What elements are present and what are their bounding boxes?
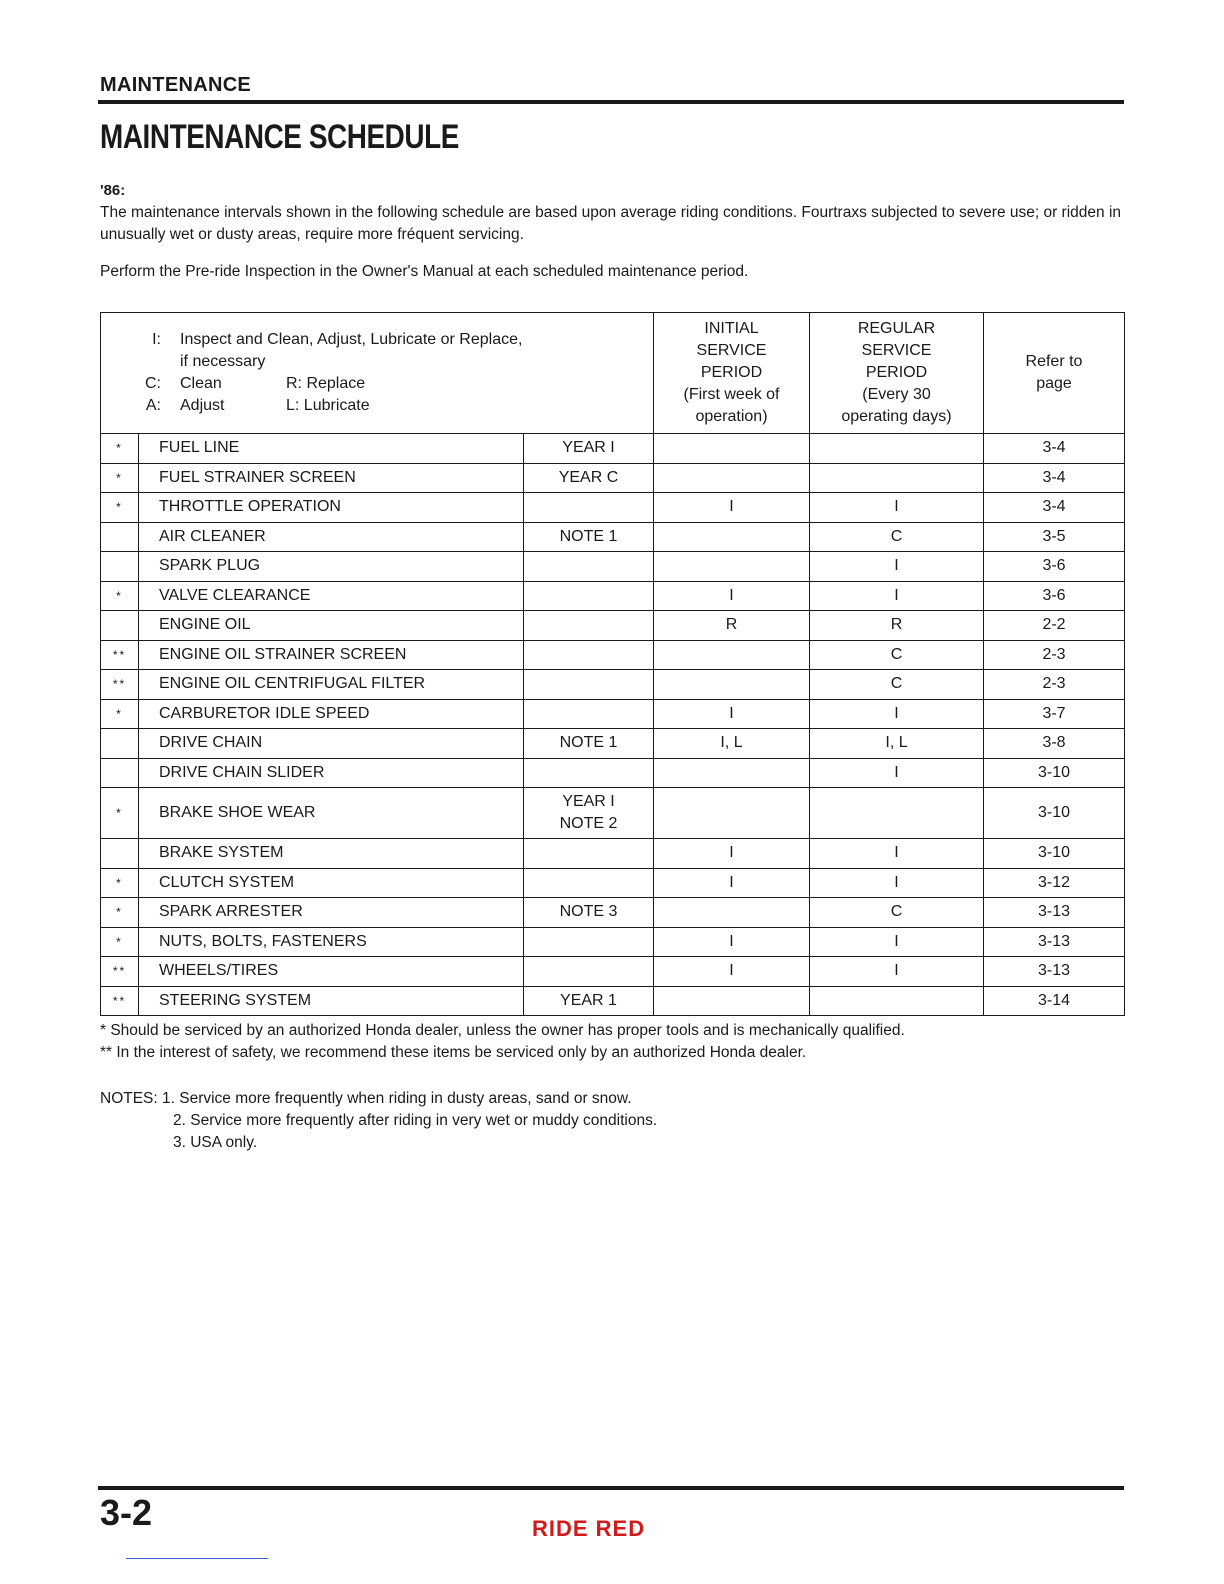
table-row: [101, 611, 1125, 641]
refer-page: 3-13: [984, 898, 1125, 928]
table-row: [101, 522, 1125, 552]
interval-note-line: NOTE 3: [559, 903, 618, 921]
interval-note: [524, 611, 654, 641]
regular-service-value: I, L: [810, 729, 984, 759]
interval-note: [524, 729, 654, 759]
header-rule: [98, 100, 1124, 104]
service-mark: [101, 552, 139, 582]
interval-note: [524, 463, 654, 493]
interval-note-line: NOTE 2: [559, 815, 618, 832]
legend-key-i: I:: [152, 331, 161, 348]
service-mark: *: [101, 788, 139, 839]
table-row: [101, 552, 1125, 582]
item-name: SPARK ARRESTER: [139, 898, 524, 928]
interval-note: [524, 493, 654, 523]
note-2: 2. Service more frequently after riding in very wet or muddy conditions.: [173, 1112, 658, 1129]
refer-page: 2-2: [984, 611, 1125, 641]
initial-service-value: I: [654, 581, 810, 611]
legend-text-l: L: Lubricate: [286, 397, 370, 414]
service-mark: [101, 758, 139, 788]
refer-page: 3-6: [984, 552, 1125, 582]
interval-note: [524, 927, 654, 957]
initial-header-line: (First week of: [683, 386, 780, 403]
initial-service-value: I: [654, 493, 810, 523]
service-mark: *: [101, 493, 139, 523]
intro-text: The maintenance intervals shown in the following schedule are based upon average riding conditions. Fourtraxs subjected to severe use; or ridden in unusually wet or dusty areas, require more fréquent servicing.: [100, 204, 1122, 243]
refer-header-line: Refer to: [1025, 353, 1083, 370]
initial-service-header: [654, 313, 810, 434]
interval-note: [524, 699, 654, 729]
service-mark: [101, 522, 139, 552]
interval-note: [524, 898, 654, 928]
table-row: [101, 640, 1125, 670]
table-row: [101, 758, 1125, 788]
service-mark: *: [101, 434, 139, 464]
regular-service-value: I: [810, 699, 984, 729]
note-1: NOTES: 1. Service more frequently when riding in dusty areas, sand or snow.: [100, 1090, 632, 1107]
footnote-double-star: ** In the interest of safety, we recommend these items be serviced only by an authorized Honda dealer.: [100, 1044, 807, 1061]
note-3: 3. USA only.: [173, 1134, 258, 1151]
refer-header-line: page: [1036, 375, 1072, 392]
regular-service-value: I: [810, 552, 984, 582]
interval-note-line: YEAR I: [562, 439, 615, 457]
legend-text-i: Inspect and Clean, Adjust, Lubricate or Replace,: [180, 331, 523, 348]
refer-page: 3-5: [984, 522, 1125, 552]
regular-header-line: REGULAR: [857, 320, 936, 337]
refer-page: 3-4: [984, 493, 1125, 523]
service-mark: *: [101, 868, 139, 898]
service-mark: **: [101, 670, 139, 700]
table-row: [101, 729, 1125, 759]
interval-note: [524, 434, 654, 464]
refer-page: 3-7: [984, 699, 1125, 729]
table-row: [101, 670, 1125, 700]
initial-service-value: [654, 522, 810, 552]
initial-service-value: [654, 898, 810, 928]
service-mark: **: [101, 957, 139, 987]
refer-page: 3-8: [984, 729, 1125, 759]
legend-key-c: C:: [145, 375, 161, 392]
refer-page: 3-4: [984, 463, 1125, 493]
item-name: SPARK PLUG: [139, 552, 524, 582]
initial-service-value: R: [654, 611, 810, 641]
service-mark: **: [101, 640, 139, 670]
service-mark: [101, 839, 139, 869]
item-name: ENGINE OIL STRAINER SCREEN: [139, 640, 524, 670]
refer-page: 3-10: [984, 839, 1125, 869]
regular-service-value: I: [810, 581, 984, 611]
initial-service-value: [654, 434, 810, 464]
legend-text-a: Adjust: [180, 397, 225, 414]
table-header-row: [101, 313, 1125, 434]
scan-underline: [126, 1558, 268, 1559]
legend-text-i-2: if necessary: [180, 353, 266, 370]
legend-text-r: R: Replace: [286, 375, 366, 392]
item-name: STEERING SYSTEM: [139, 986, 524, 1016]
item-name: AIR CLEANER: [139, 522, 524, 552]
service-mark: *: [101, 699, 139, 729]
initial-service-value: I: [654, 699, 810, 729]
legend-key-a: A:: [145, 397, 161, 414]
table-row: [101, 986, 1125, 1016]
interval-note: [524, 670, 654, 700]
refer-page: 3-10: [984, 758, 1125, 788]
legend-cell: [101, 313, 654, 434]
item-name: VALVE CLEARANCE: [139, 581, 524, 611]
initial-header-line: SERVICE: [696, 342, 767, 359]
initial-service-value: I: [654, 839, 810, 869]
table-row: [101, 463, 1125, 493]
regular-service-value: I: [810, 957, 984, 987]
legend-text-c: Clean: [180, 375, 222, 392]
refer-page: 3-13: [984, 957, 1125, 987]
item-name: FUEL STRAINER SCREEN: [139, 463, 524, 493]
table-row: [101, 581, 1125, 611]
service-mark: *: [101, 898, 139, 928]
interval-note: [524, 552, 654, 582]
interval-note-line: YEAR I: [562, 793, 615, 810]
table-row: [101, 434, 1125, 464]
regular-service-value: C: [810, 640, 984, 670]
item-name: ENGINE OIL: [139, 611, 524, 641]
table-row: [101, 839, 1125, 869]
item-name: CARBURETOR IDLE SPEED: [139, 699, 524, 729]
initial-service-value: [654, 986, 810, 1016]
interval-note: [524, 957, 654, 987]
initial-service-value: I: [654, 927, 810, 957]
regular-service-value: I: [810, 868, 984, 898]
initial-service-value: I: [654, 957, 810, 987]
regular-header-line: (Every 30: [862, 386, 931, 403]
regular-header-line: operating days): [841, 408, 952, 425]
item-name: BRAKE SHOE WEAR: [139, 788, 524, 839]
page-title: MAINTENANCE SCHEDULE: [100, 118, 459, 156]
interval-note: [524, 839, 654, 869]
refer-page: 3-4: [984, 434, 1125, 464]
initial-header-line: operation): [695, 408, 768, 425]
intro-paragraph: [100, 198, 1124, 246]
initial-service-value: [654, 670, 810, 700]
service-mark: [101, 729, 139, 759]
item-name: FUEL LINE: [139, 434, 524, 464]
item-name: DRIVE CHAIN SLIDER: [139, 758, 524, 788]
regular-service-value: [810, 434, 984, 464]
initial-service-value: I, L: [654, 729, 810, 759]
legend: [101, 329, 653, 417]
interval-note: [524, 788, 654, 839]
item-name: ENGINE OIL CENTRIFUGAL FILTER: [139, 670, 524, 700]
item-name: WHEELS/TIRES: [139, 957, 524, 987]
table-row: [101, 788, 1125, 839]
refer-page: 2-3: [984, 670, 1125, 700]
regular-service-value: [810, 463, 984, 493]
footer-rule: [98, 1486, 1124, 1490]
regular-service-value: I: [810, 927, 984, 957]
refer-page-header: [984, 313, 1125, 434]
brand-logo: RIDE RED: [532, 1516, 646, 1541]
item-name: NUTS, BOLTS, FASTENERS: [139, 927, 524, 957]
refer-page: 3-12: [984, 868, 1125, 898]
refer-page: 3-6: [984, 581, 1125, 611]
section-label: MAINTENANCE: [100, 74, 252, 96]
refer-page: 3-10: [984, 788, 1125, 839]
regular-service-value: C: [810, 670, 984, 700]
refer-page: 2-3: [984, 640, 1125, 670]
interval-note: [524, 868, 654, 898]
notes-block: [100, 1088, 657, 1154]
table-row: [101, 957, 1125, 987]
item-name: THROTTLE OPERATION: [139, 493, 524, 523]
refer-page: 3-13: [984, 927, 1125, 957]
interval-note: [524, 640, 654, 670]
interval-note-line: YEAR C: [558, 468, 619, 486]
regular-header-line: PERIOD: [865, 364, 928, 381]
table-row: [101, 493, 1125, 523]
service-mark: [101, 611, 139, 641]
table-row: [101, 868, 1125, 898]
maintenance-schedule-table: [100, 312, 1125, 1016]
regular-service-value: [810, 986, 984, 1016]
interval-note-line: YEAR 1: [560, 991, 617, 1009]
regular-service-value: I: [810, 758, 984, 788]
regular-service-header: [810, 313, 984, 434]
regular-service-value: I: [810, 839, 984, 869]
model-year: '86:: [100, 182, 126, 199]
pre-ride-note: Perform the Pre-ride Inspection in the Owner's Manual at each scheduled maintenance period.: [100, 263, 749, 280]
interval-note-line: NOTE 1: [559, 734, 618, 752]
initial-service-value: [654, 552, 810, 582]
table-row: [101, 699, 1125, 729]
service-mark: **: [101, 986, 139, 1016]
regular-service-value: R: [810, 611, 984, 641]
item-name: BRAKE SYSTEM: [139, 839, 524, 869]
initial-service-value: [654, 640, 810, 670]
regular-header-line: SERVICE: [861, 342, 932, 359]
initial-header-line: INITIAL: [704, 320, 759, 337]
interval-note: [524, 581, 654, 611]
initial-service-value: [654, 463, 810, 493]
page-number: 3-2: [100, 1492, 153, 1533]
regular-service-value: [810, 788, 984, 839]
interval-note: [524, 986, 654, 1016]
item-name: DRIVE CHAIN: [139, 729, 524, 759]
service-mark: *: [101, 463, 139, 493]
interval-note: [524, 522, 654, 552]
interval-note-line: NOTE 1: [559, 527, 618, 545]
service-mark: *: [101, 581, 139, 611]
footnote-single-star: * Should be serviced by an authorized Honda dealer, unless the owner has proper tools and is mechanically qualified.: [100, 1022, 905, 1039]
initial-header-line: PERIOD: [700, 364, 763, 381]
service-mark: *: [101, 927, 139, 957]
interval-note: [524, 758, 654, 788]
initial-service-value: [654, 758, 810, 788]
regular-service-value: I: [810, 493, 984, 523]
initial-service-value: I: [654, 868, 810, 898]
initial-service-value: [654, 788, 810, 839]
regular-service-value: C: [810, 522, 984, 552]
table-row: [101, 898, 1125, 928]
regular-service-value: C: [810, 898, 984, 928]
table-row: [101, 927, 1125, 957]
refer-page: 3-14: [984, 986, 1125, 1016]
item-name: CLUTCH SYSTEM: [139, 868, 524, 898]
